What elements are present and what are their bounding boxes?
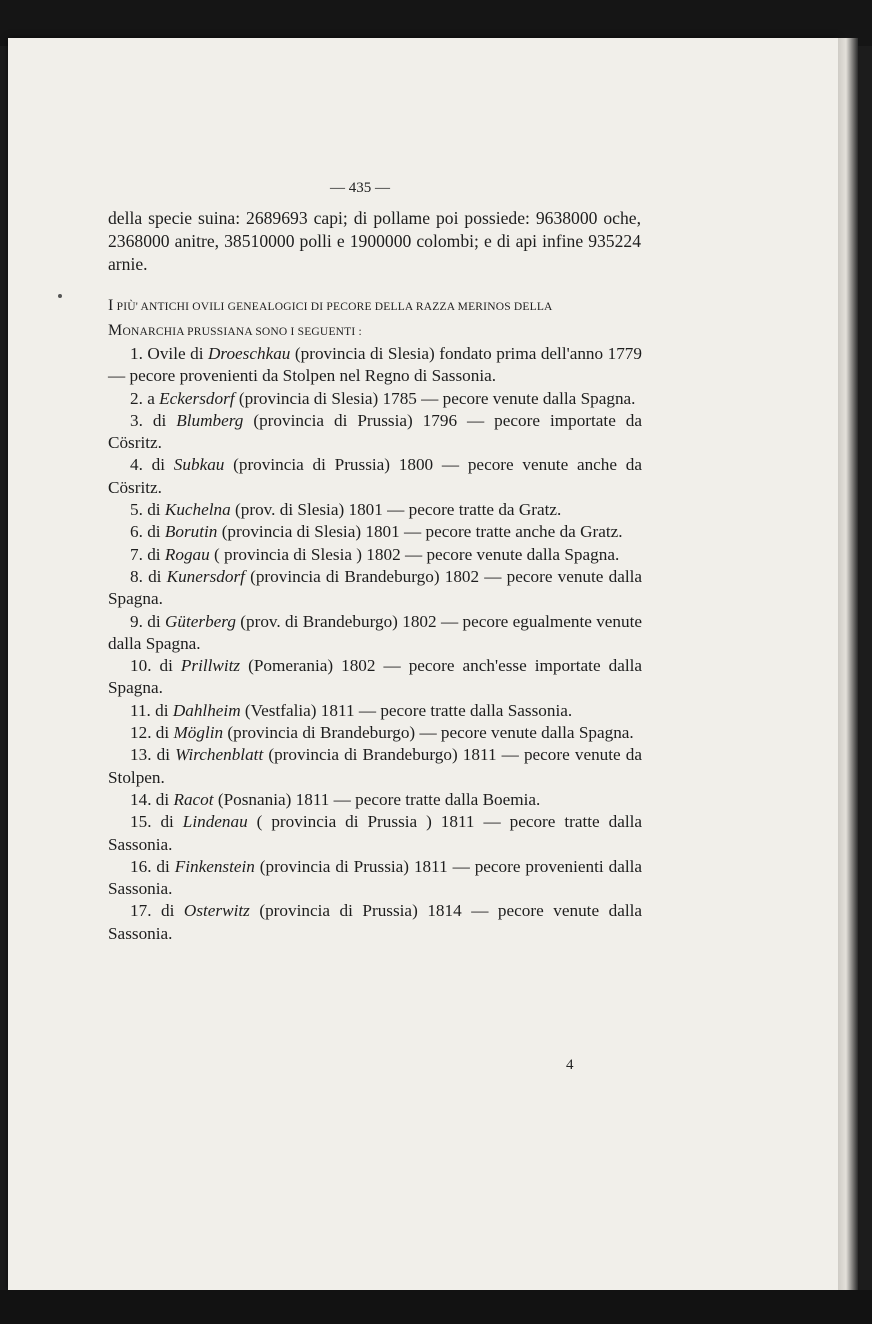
heading-text-line1: PIÙ' ANTICHI OVILI GENEALOGICI DI PECORE DELLA RAZZA MERINOS DELLA xyxy=(116,301,553,313)
printer-signature: 4 xyxy=(566,1057,574,1073)
list-item: 12. di Möglin (provincia di Brandeburgo) — pecore venute dalla Spagna. xyxy=(130,723,634,743)
list-item: 15. di Lindenau ( provincia di Prussia ) 1811 — pecore tratte dalla Sassonia. xyxy=(108,812,643,854)
flock-list xyxy=(108,343,642,945)
list-item: 16. di Finkenstein (provincia di Prussia) 1811 — pecore provenienti dalla Sassonia. xyxy=(108,856,643,899)
margin-dot xyxy=(58,294,62,298)
list-item: 17. di Osterwitz (provincia di Prussia) 1814 — pecore venute dalla Sassonia. xyxy=(108,901,642,943)
list-item: 6. di Borutin (provincia di Slesia) 1801 — pecore tratte anche da Gratz. xyxy=(130,522,623,542)
heading-text-line2: ONARCHIA PRUSSIANA SONO I SEGUENTI : xyxy=(122,326,362,338)
scan-bottom-border xyxy=(0,1290,872,1324)
list-item: 9. di Güterberg (prov. di Brandeburgo) 1802 — pecore egualmente venute dalla Spagna. xyxy=(108,611,643,653)
list-item: 10. di Prillwitz (Pomerania) 1802 — pecore anch'esse importate dalla Spagna. xyxy=(108,656,643,698)
list-item: 4. di Subkau (provincia di Prussia) 1800 — pecore venute anche da Cösritz. xyxy=(108,455,643,497)
heading-initial: I xyxy=(108,297,114,314)
list-item: 14. di Racot (Posnania) 1811 — pecore tratte dalla Boemia. xyxy=(130,789,541,809)
page-number: — 435 — xyxy=(330,180,390,196)
list-item: 1. Ovile di Droeschkau (provincia di Slesia) fondato prima dell'anno 1779 — pecore provenienti da Stolpen nel Regno di Sassonia. xyxy=(108,344,642,386)
intro-paragraph: della specie suina: 2689693 capi; di pollame poi possiede: 9638000 oche, 2368000 anitre, 38510000 polli e 1900000 colombi; e di api infine 935224 arnie. xyxy=(108,208,641,274)
list-item: 3. di Blumberg (provincia di Prussia) 1796 — pecore importate da Cösritz. xyxy=(108,410,643,453)
list-item: 5. di Kuchelna (prov. di Slesia) 1801 — pecore tratte da Gratz. xyxy=(130,500,562,520)
page-edge-shadow xyxy=(838,38,858,1298)
list-item: 2. a Eckersdorf (provincia di Slesia) 1785 — pecore venute dalla Spagna. xyxy=(130,388,636,408)
list-item: 11. di Dahlheim (Vestfalia) 1811 — pecore tratte dalla Sassonia. xyxy=(130,700,573,720)
list-item: 8. di Kunersdorf (provincia di Brandeburgo) 1802 — pecore venute dalla Spagna. xyxy=(108,566,643,609)
list-item: 7. di Rogau ( provincia di Slesia ) 1802 — pecore venute dalla Spagna. xyxy=(130,544,620,564)
heading-initial-2: M xyxy=(108,322,123,339)
list-item: 13. di Wirchenblatt (provincia di Brandeburgo) 1811 — pecore venute da Stolpen. xyxy=(108,745,642,787)
section-heading xyxy=(108,294,644,344)
